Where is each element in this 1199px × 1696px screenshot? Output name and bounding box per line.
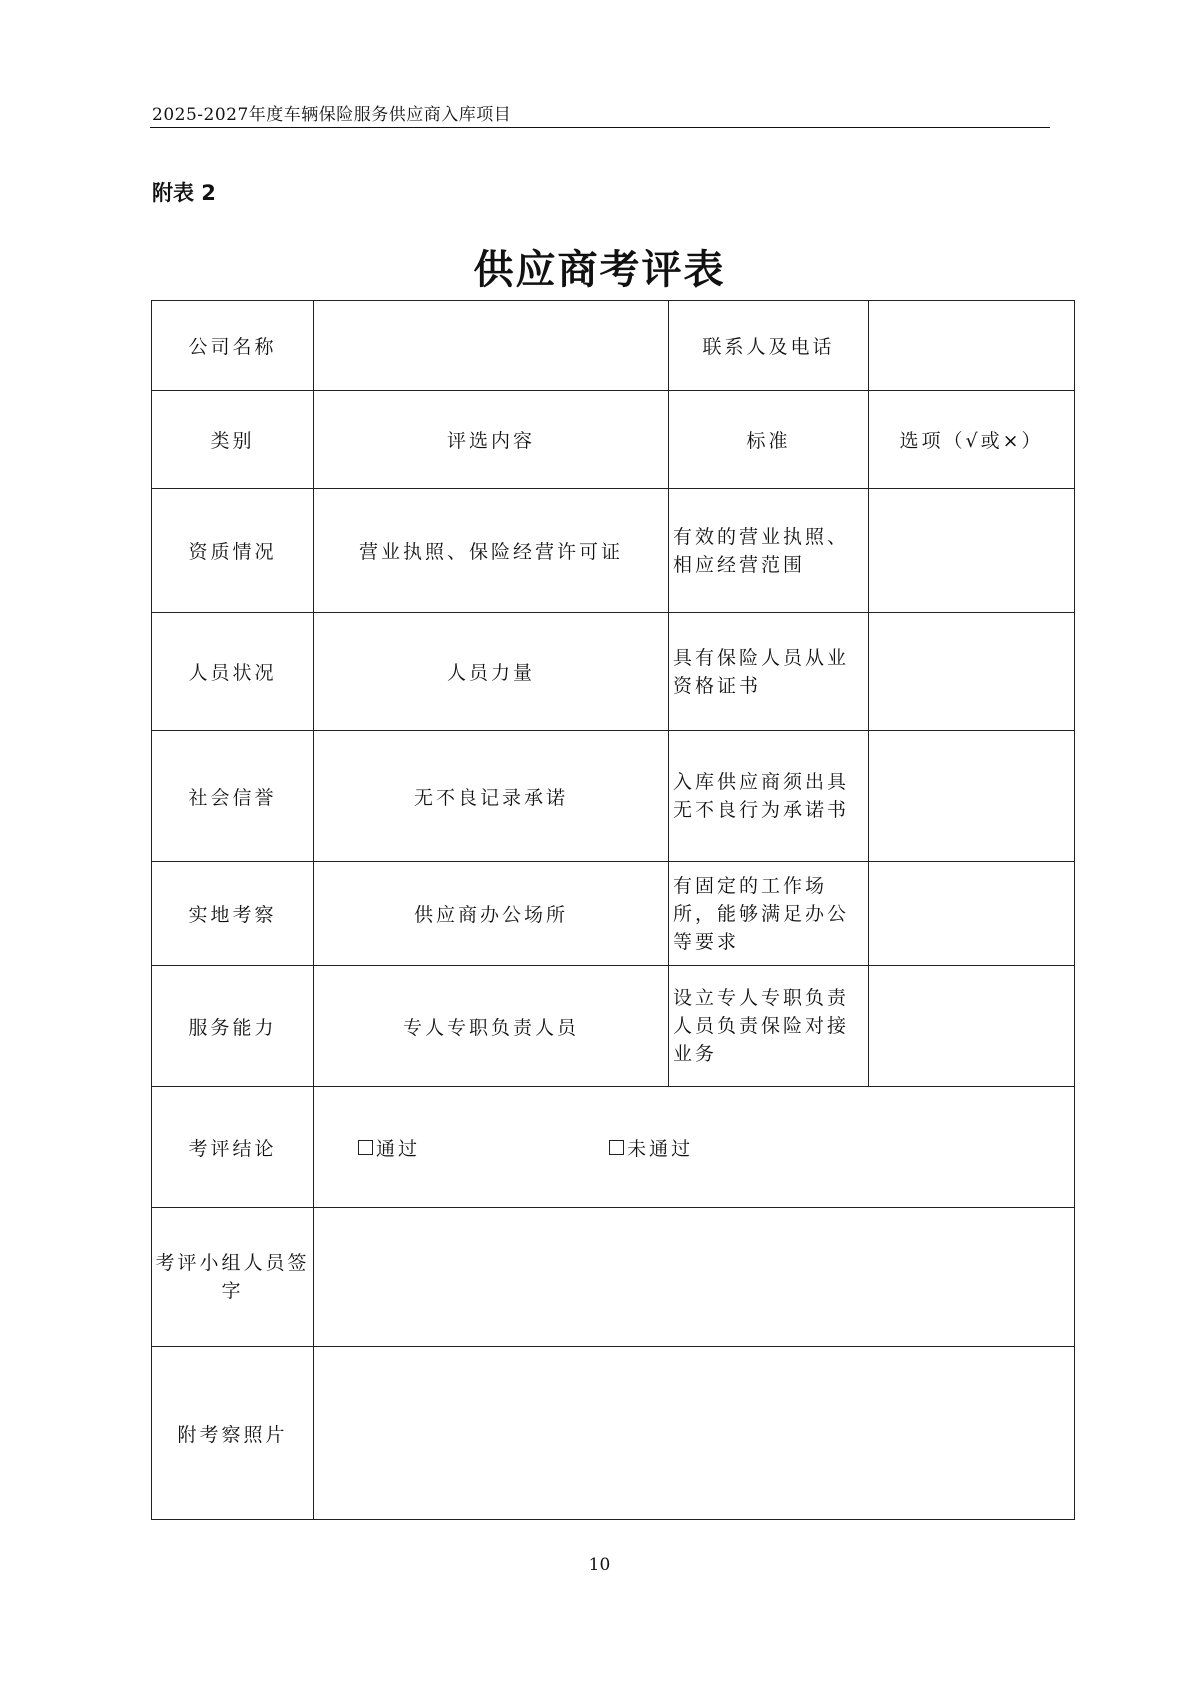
row-option-cell[interactable]	[869, 489, 1075, 613]
row-option-cell[interactable]	[869, 862, 1075, 966]
conclusion-row	[152, 1087, 1075, 1208]
page-number: 10	[588, 1555, 611, 1575]
col-header-option: 选项（√或×）	[869, 391, 1075, 489]
table-row	[152, 862, 1075, 966]
row-standard: 具有保险人员从业资格证书	[669, 613, 869, 731]
row-content: 供应商办公场所	[314, 862, 669, 966]
row-standard: 有固定的工作场所，能够满足办公等要求	[669, 862, 869, 966]
col-header-content: 评选内容	[314, 391, 669, 489]
row-content: 营业执照、保险经营许可证	[314, 489, 669, 613]
signature-row	[152, 1208, 1075, 1347]
row-option-cell[interactable]	[869, 731, 1075, 862]
row-standard: 设立专人专职负责人员负责保险对接业务	[669, 966, 869, 1087]
table-row	[152, 731, 1075, 862]
contact-label: 联系人及电话	[669, 301, 869, 391]
row-category: 资质情况	[152, 489, 314, 613]
row-content: 专人专职负责人员	[314, 966, 669, 1087]
form-title: 供应商考评表	[473, 247, 726, 293]
conclusion-label: 考评结论	[152, 1087, 314, 1208]
column-header-row	[152, 391, 1075, 489]
row-category: 人员状况	[152, 613, 314, 731]
row-category: 实地考察	[152, 862, 314, 966]
photos-field[interactable]	[314, 1347, 1075, 1520]
col-header-category: 类别	[152, 391, 314, 489]
company-name-field[interactable]	[314, 301, 669, 391]
company-name-label: 公司名称	[152, 301, 314, 391]
fail-option[interactable]	[609, 1134, 693, 1161]
pass-checkbox[interactable]	[358, 1140, 373, 1155]
row-standard: 有效的营业执照、相应经营范围	[669, 489, 869, 613]
pass-option[interactable]	[358, 1134, 420, 1161]
row-content: 无不良记录承诺	[314, 731, 669, 862]
fail-checkbox[interactable]	[609, 1140, 624, 1155]
table-row	[152, 489, 1075, 613]
photos-label: 附考察照片	[152, 1347, 314, 1520]
annex-label: 附表 2	[152, 181, 216, 205]
contact-field[interactable]	[869, 301, 1075, 391]
table-row	[152, 966, 1075, 1087]
row-option-cell[interactable]	[869, 613, 1075, 731]
row-category: 服务能力	[152, 966, 314, 1087]
document-header: 2025-2027年度车辆保险服务供应商入库项目	[152, 105, 512, 125]
table-row	[152, 613, 1075, 731]
header-rule	[150, 127, 1050, 128]
row-option-cell[interactable]	[869, 966, 1075, 1087]
conclusion-options	[314, 1087, 1075, 1208]
row-standard: 入库供应商须出具无不良行为承诺书	[669, 731, 869, 862]
pass-label: 通过	[376, 1137, 421, 1160]
row-content: 人员力量	[314, 613, 669, 731]
info-row	[152, 301, 1075, 391]
col-header-standard: 标准	[669, 391, 869, 489]
fail-label: 未通过	[627, 1137, 694, 1160]
row-category: 社会信誉	[152, 731, 314, 862]
evaluation-table	[151, 300, 1075, 1520]
signature-field[interactable]	[314, 1208, 1075, 1347]
signature-label: 考评小组人员签字	[152, 1208, 314, 1347]
photos-row	[152, 1347, 1075, 1520]
